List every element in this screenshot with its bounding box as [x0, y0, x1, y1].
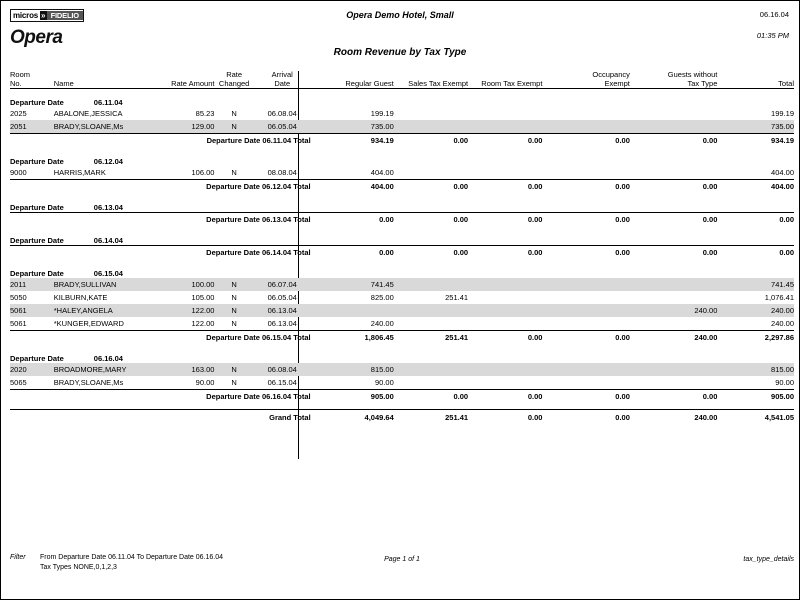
cell-rate-changed: N	[214, 363, 253, 376]
cell-arrival-date: 06.07.04	[254, 278, 311, 291]
report-time: 01:35 PM	[756, 31, 789, 40]
cell-guests-without-tax-type	[630, 278, 717, 291]
cell-room-tax-exempt	[468, 376, 542, 390]
cell-rate-amount: 85.23	[195, 109, 215, 118]
cell-room-no: 5061	[10, 304, 54, 317]
cell-total: 815.00	[717, 363, 794, 376]
cell-rate-amount: 122.00	[191, 319, 215, 328]
col-occupancy-exempt: Occupancy Exempt	[542, 71, 629, 89]
cell-name: BRADY,SLOANE,Ms	[54, 120, 158, 134]
subtotal-room-tax-exempt: 0.00	[468, 246, 542, 261]
subtotal-room-tax-exempt: 0.00	[468, 390, 542, 405]
cell-room-no: 9000	[10, 168, 27, 177]
col-sales-tax-exempt: Sales Tax Exempt	[394, 71, 468, 89]
table-body	[10, 89, 794, 426]
cell-occupancy-exempt	[542, 107, 629, 120]
cell-rate-amount: 122.00	[158, 304, 215, 317]
cell-name: BROADMORE,MARY	[54, 363, 158, 376]
subtotal-sales-tax-exempt: 0.00	[394, 180, 468, 195]
cell-rate-amount: 106.00	[191, 168, 215, 177]
group-header-row	[10, 148, 794, 166]
grand-total-total: 4,541.05	[717, 410, 794, 426]
subtotal-occupancy-exempt: 0.00	[542, 390, 629, 405]
table-row	[10, 120, 794, 134]
subtotal-guests-without-tax-type: 0.00	[630, 390, 717, 405]
grand-total-row	[10, 410, 794, 426]
group-date: 06.13.04	[93, 203, 123, 212]
report-date: 06.16.04	[759, 10, 789, 19]
group-header-label	[10, 194, 794, 213]
subtotal-row	[10, 246, 794, 261]
col-regular-guest: Regular Guest	[311, 71, 394, 89]
micros-wordmark: micros	[13, 11, 39, 20]
table-row	[10, 304, 794, 317]
grand-total-occupancy-exempt: 0.00	[542, 410, 629, 426]
subtotal-occupancy-exempt: 0.00	[542, 180, 629, 195]
cell-arrival-date: 06.05.04	[267, 293, 297, 302]
subtotal-label: Departure Date 06.16.04 Total	[10, 390, 311, 405]
report-id: tax_type_details	[743, 556, 794, 563]
cell-sales-tax-exempt	[394, 120, 468, 134]
cell-total: 404.00	[771, 168, 794, 177]
subtotal-regular-guest: 0.00	[311, 246, 394, 261]
subtotal-room-tax-exempt: 0.00	[468, 331, 542, 346]
cell-rate-amount: 90.00	[195, 378, 215, 387]
cell-room-no: 5061	[10, 319, 27, 328]
subtotal-label: Departure Date 06.15.04 Total	[10, 331, 311, 346]
cell-rate-amount: 129.00	[158, 120, 215, 134]
group-date: 06.12.04	[93, 157, 123, 166]
group-header-label	[10, 227, 794, 246]
subtotal-row	[10, 331, 794, 346]
cell-regular-guest: 825.00	[370, 293, 394, 302]
cell-regular-guest: 815.00	[311, 363, 394, 376]
cell-room-no: 2011	[10, 278, 54, 291]
subtotal-total: 0.00	[717, 246, 794, 261]
cell-guests-without-tax-type	[630, 376, 717, 390]
cell-room-tax-exempt	[468, 120, 542, 134]
cell-guests-without-tax-type	[630, 120, 717, 134]
table-header	[10, 71, 794, 89]
subtotal-row	[10, 134, 794, 149]
cell-room-tax-exempt	[468, 317, 542, 331]
subtotal-total: 2,297.86	[717, 331, 794, 346]
cell-rate-amount: 100.00	[158, 278, 215, 291]
col-total: Total	[717, 71, 794, 89]
cell-rate-changed: N	[231, 293, 237, 302]
group-header-label	[10, 260, 794, 278]
cell-name: KILBURN,KATE	[53, 293, 108, 302]
micros-arrow-icon: »	[41, 11, 46, 20]
table-row	[10, 376, 794, 390]
cell-name: BRADY,SLOANE,Ms	[53, 378, 124, 387]
table-row	[10, 317, 794, 331]
cell-guests-without-tax-type	[630, 166, 717, 180]
subtotal-sales-tax-exempt: 0.00	[394, 390, 468, 405]
cell-arrival-date: 06.13.04	[267, 319, 297, 328]
subtotal-occupancy-exempt: 0.00	[542, 331, 629, 346]
cell-rate-changed: N	[231, 109, 237, 118]
cell-guests-without-tax-type	[630, 317, 717, 331]
subtotal-total: 404.00	[717, 180, 794, 195]
filter-label: Filter	[10, 554, 26, 561]
cell-sales-tax-exempt	[394, 304, 468, 317]
table-row	[10, 166, 794, 180]
group-header-label	[10, 89, 794, 108]
table-row	[10, 107, 794, 120]
page-title: Room Revenue by Tax Type	[333, 47, 467, 58]
group-date: 06.14.04	[93, 236, 123, 245]
subtotal-room-tax-exempt: 0.00	[468, 180, 542, 195]
cell-occupancy-exempt	[542, 166, 629, 180]
cell-room-no: 5050	[10, 293, 27, 302]
cell-guests-without-tax-type	[630, 363, 717, 376]
col-rate-changed: Rate Changed	[214, 71, 253, 89]
cell-regular-guest: 240.00	[370, 319, 394, 328]
subtotal-occupancy-exempt: 0.00	[542, 246, 629, 261]
cell-room-tax-exempt	[468, 166, 542, 180]
cell-name: ABALONE,JESSICA	[53, 109, 123, 118]
col-arrival-date: Arrival Date	[254, 71, 311, 89]
cell-name: HARRIS,MARK	[53, 168, 106, 177]
cell-occupancy-exempt	[542, 363, 629, 376]
cell-regular-guest	[311, 304, 394, 317]
cell-regular-guest: 404.00	[370, 168, 394, 177]
subtotal-row	[10, 180, 794, 195]
cell-rate-changed: N	[231, 319, 237, 328]
cell-name: *KUNGER,EDWARD	[53, 319, 124, 328]
cell-name: *HALEY,ANGELA	[54, 304, 158, 317]
subtotal-sales-tax-exempt: 251.41	[394, 331, 468, 346]
cell-regular-guest: 90.00	[374, 378, 394, 387]
group-header-row	[10, 89, 794, 108]
subtotal-guests-without-tax-type: 0.00	[630, 246, 717, 261]
subtotal-room-tax-exempt: 0.00	[468, 134, 542, 149]
cell-arrival-date: 06.15.04	[267, 378, 297, 387]
group-header-row	[10, 227, 794, 246]
cell-regular-guest: 741.45	[311, 278, 394, 291]
cell-arrival-date: 06.08.04	[267, 109, 297, 118]
cell-total: 240.00	[771, 319, 794, 328]
filter-date-range: From Departure Date 06.11.04 To Departure Date 06.16.04	[40, 554, 224, 561]
cell-sales-tax-exempt: 251.41	[445, 293, 469, 302]
grand-total-label: Grand Total	[10, 410, 311, 426]
subtotal-occupancy-exempt: 0.00	[542, 213, 629, 228]
cell-room-tax-exempt	[468, 291, 542, 304]
grand-total-sales-tax-exempt: 251.41	[394, 410, 468, 426]
grand-total-guests-without-tax-type: 240.00	[630, 410, 717, 426]
subtotal-total: 0.00	[717, 213, 794, 228]
filter-tax-types: Tax Types NONE,0,1,2,3	[40, 564, 117, 571]
subtotal-guests-without-tax-type: 0.00	[630, 180, 717, 195]
group-label: Departure Date	[10, 98, 64, 107]
subtotal-regular-guest: 404.00	[311, 180, 394, 195]
col-room-no: Room No.	[10, 71, 54, 89]
cell-occupancy-exempt	[542, 304, 629, 317]
cell-rate-changed: N	[231, 168, 237, 177]
cell-regular-guest: 199.19	[370, 109, 394, 118]
fidelio-wordmark: FIDELIO	[47, 11, 84, 20]
subtotal-label: Departure Date 06.14.04 Total	[10, 246, 311, 261]
cell-occupancy-exempt	[542, 120, 629, 134]
room-revenue-table	[10, 71, 794, 425]
subtotal-row	[10, 390, 794, 405]
cell-total: 240.00	[717, 304, 794, 317]
group-date: 06.15.04	[93, 269, 123, 278]
subtotal-sales-tax-exempt: 0.00	[394, 246, 468, 261]
group-header-row	[10, 345, 794, 363]
col-room-tax-exempt: Room Tax Exempt	[468, 71, 542, 89]
cell-guests-without-tax-type: 240.00	[630, 304, 717, 317]
cell-occupancy-exempt	[542, 291, 629, 304]
cell-total: 199.19	[771, 109, 794, 118]
cell-room-no: 5065	[10, 378, 27, 387]
cell-rate-amount: 163.00	[158, 363, 215, 376]
group-label: Departure Date	[10, 269, 64, 278]
cell-sales-tax-exempt	[394, 376, 468, 390]
table-row	[10, 363, 794, 376]
group-date: 06.11.04	[93, 98, 123, 107]
subtotal-guests-without-tax-type: 0.00	[630, 213, 717, 228]
subtotal-total: 905.00	[717, 390, 794, 405]
cell-regular-guest: 735.00	[311, 120, 394, 134]
cell-rate-changed: N	[214, 278, 253, 291]
subtotal-label: Departure Date 06.13.04 Total	[10, 213, 311, 228]
group-header-row	[10, 260, 794, 278]
cell-room-no: 2020	[10, 363, 54, 376]
group-label: Departure Date	[10, 203, 64, 212]
cell-rate-changed: N	[214, 120, 253, 134]
cell-room-tax-exempt	[468, 107, 542, 120]
cell-rate-amount: 105.00	[191, 293, 215, 302]
cell-room-tax-exempt	[468, 304, 542, 317]
cell-rate-changed: N	[214, 304, 253, 317]
col-name: Name	[54, 71, 158, 89]
cell-arrival-date: 06.08.04	[254, 363, 311, 376]
table-row	[10, 278, 794, 291]
cell-room-tax-exempt	[468, 363, 542, 376]
group-label: Departure Date	[10, 157, 64, 166]
subtotal-guests-without-tax-type: 240.00	[630, 331, 717, 346]
subtotal-occupancy-exempt: 0.00	[542, 134, 629, 149]
hotel-name: Opera Demo Hotel, Small	[346, 10, 454, 20]
cell-sales-tax-exempt	[394, 363, 468, 376]
subtotal-sales-tax-exempt: 0.00	[394, 134, 468, 149]
cell-total: 735.00	[717, 120, 794, 134]
cell-room-tax-exempt	[468, 278, 542, 291]
cell-arrival-date: 06.13.04	[254, 304, 311, 317]
cell-arrival-date: 06.05.04	[254, 120, 311, 134]
group-date: 06.16.04	[93, 354, 123, 363]
group-label: Departure Date	[10, 354, 64, 363]
col-rate-amount: Rate Amount	[158, 71, 215, 89]
cell-occupancy-exempt	[542, 376, 629, 390]
cell-room-no: 2051	[10, 120, 54, 134]
group-header-label	[10, 148, 794, 166]
subtotal-regular-guest: 1,806.45	[311, 331, 394, 346]
group-header-label	[10, 345, 794, 363]
col-guests-without-tax-type: Guests without Tax Type	[630, 71, 717, 89]
grand-total-regular-guest: 4,049.64	[311, 410, 394, 426]
subtotal-room-tax-exempt: 0.00	[468, 213, 542, 228]
cell-guests-without-tax-type	[630, 291, 717, 304]
subtotal-label: Departure Date 06.12.04 Total	[10, 180, 311, 195]
subtotal-total: 934.19	[717, 134, 794, 149]
page-indicator: Page 1 of 1	[384, 556, 420, 563]
cell-total: 1,076.41	[764, 293, 794, 302]
cell-sales-tax-exempt	[394, 107, 468, 120]
cell-name: BRADY,SULLIVAN	[54, 278, 158, 291]
subtotal-label: Departure Date 06.11.04 Total	[10, 134, 311, 149]
grand-total-room-tax-exempt: 0.00	[468, 410, 542, 426]
opera-wordmark: Opera	[10, 27, 63, 48]
subtotal-guests-without-tax-type: 0.00	[630, 134, 717, 149]
subtotal-regular-guest: 934.19	[311, 134, 394, 149]
cell-occupancy-exempt	[542, 317, 629, 331]
cell-sales-tax-exempt	[394, 278, 468, 291]
cell-rate-changed: N	[231, 378, 237, 387]
table-row	[10, 291, 794, 304]
cell-room-no: 2025	[10, 109, 27, 118]
subtotal-sales-tax-exempt: 0.00	[394, 213, 468, 228]
cell-sales-tax-exempt	[394, 166, 468, 180]
cell-guests-without-tax-type	[630, 107, 717, 120]
cell-total: 741.45	[717, 278, 794, 291]
cell-occupancy-exempt	[542, 278, 629, 291]
cell-total: 90.00	[775, 378, 794, 387]
subtotal-row	[10, 213, 794, 228]
subtotal-regular-guest: 905.00	[311, 390, 394, 405]
group-header-row	[10, 194, 794, 213]
cell-sales-tax-exempt	[394, 317, 468, 331]
cell-arrival-date: 08.08.04	[267, 168, 297, 177]
subtotal-regular-guest: 0.00	[311, 213, 394, 228]
group-label: Departure Date	[10, 236, 64, 245]
